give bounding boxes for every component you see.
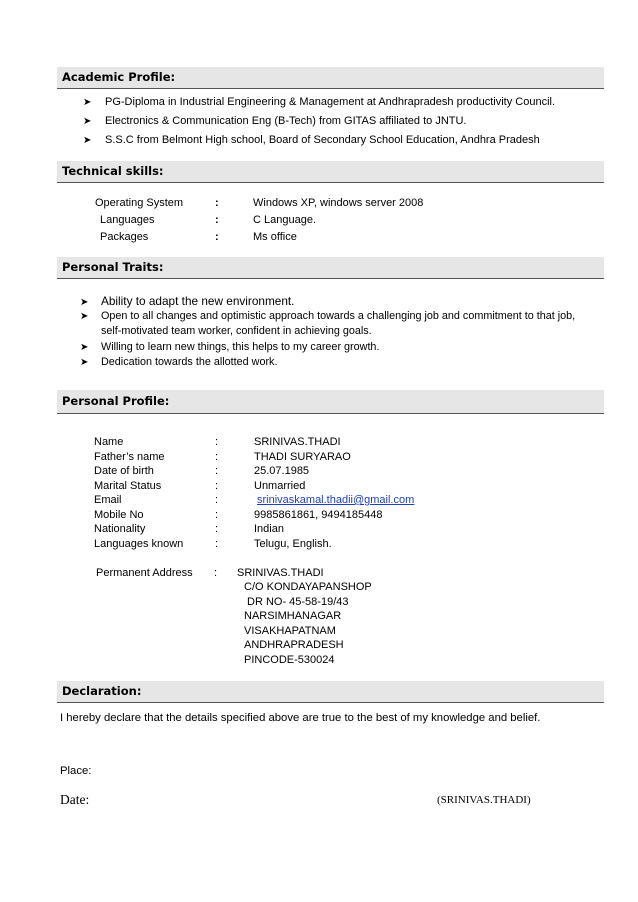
arrow-bullet-icon: ➤ [80,342,89,353]
personal-profile-heading: Personal Profile: [62,394,170,408]
profile-separator: : [215,436,219,448]
address-line: ANDHRAPRADESH [244,639,344,651]
profile-label: Date of birth [94,465,154,477]
academic-profile-header [57,67,604,89]
list-item: ➤ Willing to learn new things, this helps to my career growth. [80,341,380,353]
profile-value: Unmarried [254,480,306,492]
address-line: DR NO- 45-58-19/43 [247,596,349,608]
address-separator: : [214,567,218,579]
arrow-bullet-icon: ➤ [83,97,92,108]
profile-label: Nationality [94,523,146,535]
profile-separator: : [215,523,219,535]
place-label: Place: [60,765,92,777]
skill-label: Languages [100,214,155,226]
arrow-bullet-icon: ➤ [80,297,89,308]
profile-value: THADI SURYARAO [254,451,351,463]
profile-separator: : [215,465,219,477]
declaration-header [57,681,604,703]
list-item: ➤ Dedication towards the allotted work. [80,356,278,368]
declaration-text: I hereby declare that the details specified above are true to the best of my knowledge and belief. [60,712,541,724]
profile-value: Telugu, English. [254,538,332,550]
skill-separator: : [215,231,219,243]
profile-label: Marital Status [94,480,162,492]
skill-separator: : [215,197,219,209]
skill-value: C Language. [253,214,316,226]
academic-profile-heading: Academic Profile: [62,70,176,84]
profile-value: SRINIVAS.THADI [254,436,341,448]
personal-profile-header [57,390,604,414]
profile-label: Mobile No [94,509,144,521]
technical-skills-heading: Technical skills: [62,164,164,178]
signature-name: (SRINIVAS.THADI) [437,794,531,806]
profile-label: Name [94,436,124,448]
date-label: Date: [60,792,90,807]
profile-value: Indian [254,523,284,535]
skill-value: Ms office [253,231,297,243]
list-item: ➤ S.S.C from Belmont High school, Board of Secondary School Education, Andhra Pradesh [83,134,540,146]
profile-value: 9985861861, 9494185448 [254,509,383,521]
list-item-continuation: self-motivated team worker, confident in achieving goals. [101,325,372,337]
profile-label: Languages known [94,538,184,550]
arrow-bullet-icon: ➤ [80,357,89,368]
skill-label: Operating System [95,197,184,209]
address-line: NARSIMHANAGAR [244,610,342,622]
address-line: C/O KONDAYAPANSHOP [244,581,372,593]
skill-value: Windows XP, windows server 2008 [253,197,424,209]
profile-separator: : [215,509,219,521]
profile-value: 25.07.1985 [254,465,310,477]
list-item: ➤ Ability to adapt the new environment. [80,294,295,308]
list-item: ➤ PG-Diploma in Industrial Engineering & Management at Andhrapradesh productivity Council. [83,96,556,108]
address-label: Permanent Address [96,567,193,579]
technical-skills-header [57,161,604,183]
skill-label: Packages [100,231,149,243]
profile-label: Email [94,494,122,506]
profile-separator: : [215,480,219,492]
declaration-heading: Declaration: [62,684,142,698]
arrow-bullet-icon: ➤ [83,135,92,146]
list-item: ➤ Open to all changes and optimistic approach towards a challenging job and commitment to that job, [80,310,576,322]
profile-separator: : [215,538,219,550]
address-line: PINCODE-530024 [244,654,335,666]
arrow-bullet-icon: ➤ [80,311,89,322]
skill-separator: : [215,214,219,226]
profile-label: Father’s name [94,451,165,463]
profile-separator: : [215,494,219,506]
arrow-bullet-icon: ➤ [83,116,92,127]
email-link[interactable]: srinivaskamal.thadii@gmail.com [257,494,415,506]
address-line: SRINIVAS.THADI [237,567,324,579]
list-item: ➤ Electronics & Communication Eng (B-Tech) from GITAS affiliated to JNTU. [83,115,467,127]
personal-traits-heading: Personal Traits: [62,260,164,274]
address-line: VISAKHAPATNAM [244,625,336,637]
profile-separator: : [215,451,219,463]
personal-traits-header [57,257,604,279]
